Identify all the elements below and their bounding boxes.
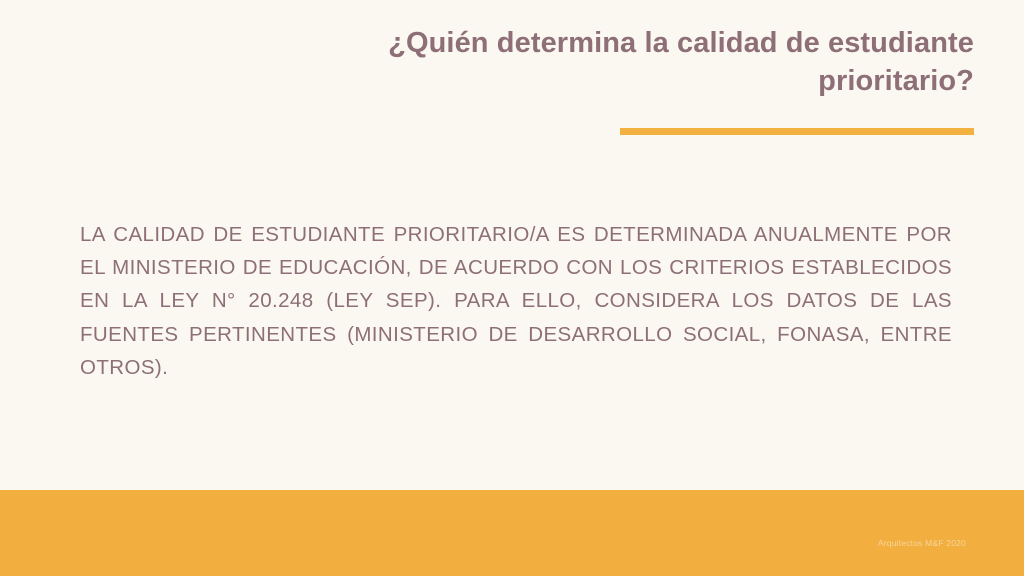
footer-credit: Arquitectos M&F 2020 (877, 538, 966, 548)
page-title: ¿Quién determina la calidad de estudiante prioritario? (388, 27, 974, 98)
footer-band (0, 490, 1024, 576)
body-paragraph: LA CALIDAD DE ESTUDIANTE PRIORITARIO/A ES DETERMINADA ANUALMENTE POR EL MINISTERIO DE EDUCACIÓN, DE ACUERDO CON LOS CRITERIOS ESTABLECIDOS EN LA LEY N° 20.248 (LEY SEP). PARA ELLO, CONSIDERA LOS DATOS DE LAS FUENTES PERTINENTES (MINISTERIO DE DESARROLLO SOCIAL, FONASA, ENTRE OTROS). (80, 223, 952, 379)
title-underline-rule (620, 128, 974, 135)
